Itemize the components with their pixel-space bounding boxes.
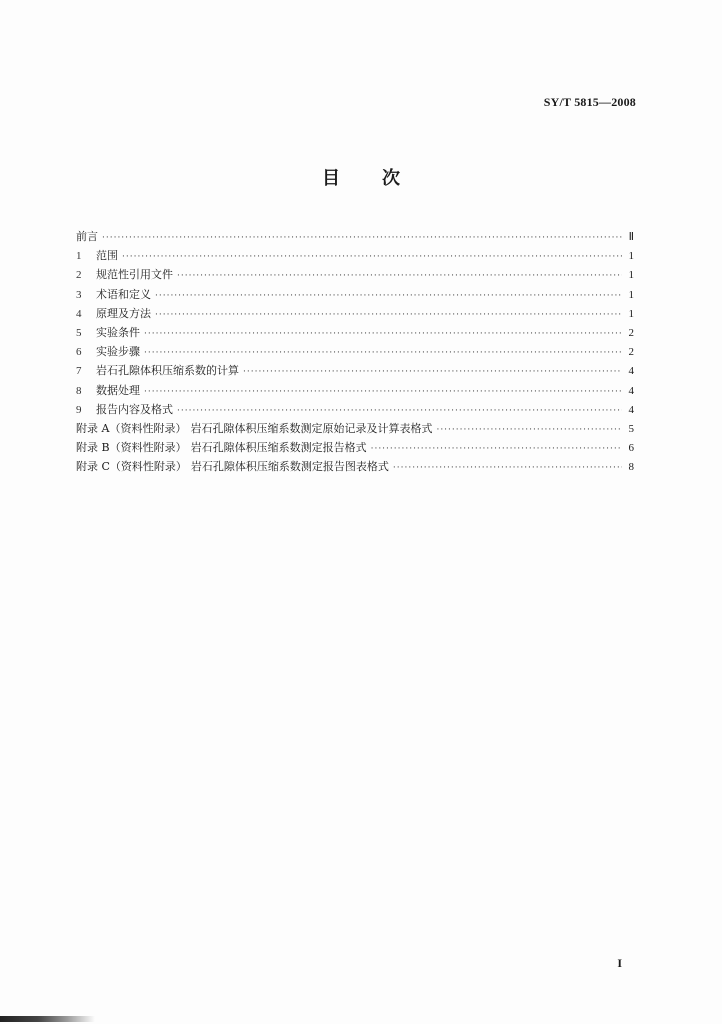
toc-entry-label: 规范性引用文件 <box>96 268 173 282</box>
toc-entry-appendix-a[interactable] <box>76 419 634 438</box>
toc-entry-page: 1 <box>628 250 634 263</box>
table-of-contents <box>76 227 634 476</box>
toc-entry-subtitle: 岩石孔隙体积压缩系数测定报告格式 <box>190 441 367 455</box>
toc-entry-appendix-b[interactable] <box>76 438 634 457</box>
toc-entry-page: 2 <box>628 346 634 359</box>
toc-leader-dots <box>393 459 622 478</box>
toc-entry-6[interactable] <box>76 342 634 361</box>
toc-entry-page: 1 <box>628 269 634 282</box>
toc-entry-number: 6 <box>76 346 82 359</box>
toc-entry-number: 2 <box>76 269 82 282</box>
toc-entry-page: Ⅱ <box>628 231 634 243</box>
toc-entry-number: 3 <box>76 288 82 301</box>
toc-entry-page: 1 <box>628 307 634 320</box>
toc-leader-dots <box>243 363 622 382</box>
toc-entry-page: 4 <box>628 403 634 416</box>
toc-leader-dots <box>155 287 622 306</box>
toc-entry-page: 4 <box>628 384 634 397</box>
page-folio: I <box>617 956 622 970</box>
toc-entry-page: 4 <box>628 365 634 378</box>
toc-entry-label: 附录 A（资料性附录） <box>76 421 187 435</box>
toc-entry-label: 附录 B（资料性附录） <box>76 441 187 455</box>
toc-entry-9[interactable] <box>76 400 634 419</box>
toc-leader-dots <box>155 306 622 325</box>
toc-entry-page: 2 <box>628 326 634 339</box>
toc-leader-dots <box>122 248 622 267</box>
toc-entry-page: 6 <box>628 442 634 455</box>
toc-entry-8[interactable] <box>76 381 634 400</box>
toc-entry-label: 术语和定义 <box>96 287 151 301</box>
toc-entry-1[interactable] <box>76 246 634 265</box>
toc-entry-7[interactable] <box>76 361 634 380</box>
toc-entry-number: 1 <box>76 250 82 263</box>
standard-code: SY/T 5815—2008 <box>543 95 636 109</box>
scan-edge-mark <box>0 1016 95 1022</box>
toc-entry-number: 9 <box>76 403 82 416</box>
toc-leader-dots <box>371 440 622 459</box>
toc-entry-page: 1 <box>628 288 634 301</box>
toc-entry-page: 8 <box>628 461 634 474</box>
toc-leader-dots <box>436 421 622 440</box>
toc-entry-label: 报告内容及格式 <box>96 402 173 416</box>
toc-leader-dots <box>144 383 622 402</box>
toc-entry-label: 前言 <box>76 230 98 243</box>
toc-leader-dots <box>102 229 622 248</box>
toc-entry-number: 7 <box>76 365 82 378</box>
toc-entry-number: 5 <box>76 326 82 339</box>
toc-entry-number: 8 <box>76 384 82 397</box>
toc-entry-label: 实验条件 <box>96 325 140 339</box>
toc-entry-subtitle: 岩石孔隙体积压缩系数测定报告图表格式 <box>190 460 389 474</box>
toc-entry-appendix-c[interactable] <box>76 457 634 476</box>
toc-entry-label: 岩石孔隙体积压缩系数的计算 <box>96 364 239 378</box>
toc-leader-dots <box>144 325 622 344</box>
toc-entry-foreword[interactable] <box>76 227 634 246</box>
toc-leader-dots <box>177 267 622 286</box>
toc-entry-label: 数据处理 <box>96 383 140 397</box>
toc-title: 目次 <box>322 168 442 189</box>
toc-entry-4[interactable] <box>76 304 634 323</box>
toc-entry-subtitle: 岩石孔隙体积压缩系数测定原始记录及计算表格式 <box>190 421 433 435</box>
toc-entry-label: 范围 <box>96 249 118 263</box>
toc-entry-page: 5 <box>628 422 634 435</box>
toc-entry-label: 原理及方法 <box>96 306 151 320</box>
toc-entry-3[interactable] <box>76 285 634 304</box>
toc-entry-5[interactable] <box>76 323 634 342</box>
toc-entry-label: 实验步骤 <box>96 345 140 359</box>
toc-entry-number: 4 <box>76 307 82 320</box>
toc-entry-label: 附录 C（资料性附录） <box>76 460 187 474</box>
toc-entry-2[interactable] <box>76 265 634 284</box>
